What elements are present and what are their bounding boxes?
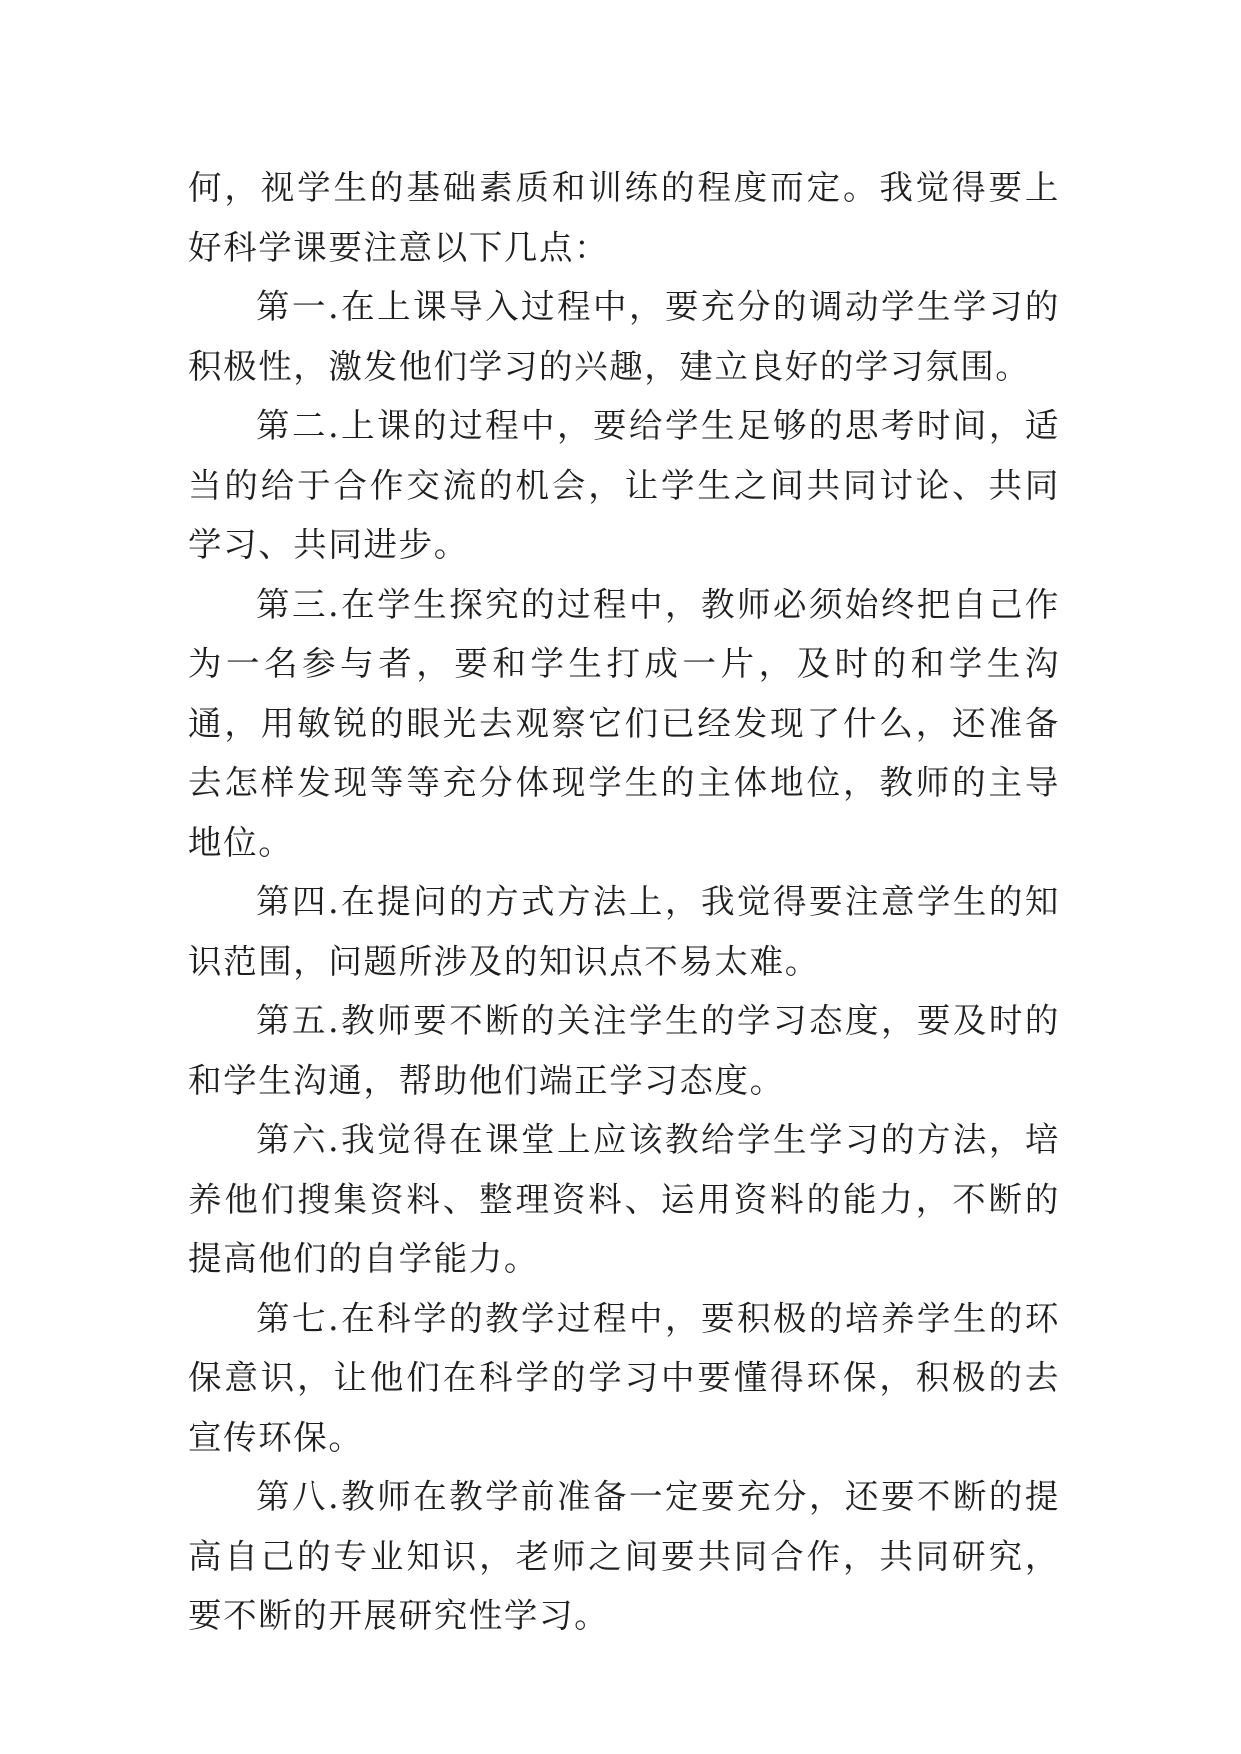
- paragraph-intro: 何，视学生的基础素质和训练的程度而定。我觉得要上好科学课要注意以下几点：: [188, 168, 1060, 267]
- paragraph-point-8: 第八.教师在教学前准备一定要充分，还要不断的提高自己的专业知识，老师之间要共同合作，共同研究，要不断的开展研究性学习。: [188, 1477, 1060, 1635]
- paragraph-point-3: 第三.在学生探究的过程中，教师必须始终把自己作为一名参与者，要和学生打成一片，及时的和学生沟通，用敏锐的眼光去观察它们已经发现了什么，还准备去怎样发现等等充分体现学生的主体地位，教师的主导地位。: [188, 584, 1060, 862]
- paragraph-point-6: 第六.我觉得在课堂上应该教给学生学习的方法，培养他们搜集资料、整理资料、运用资料的能力，不断的提高他们的自学能力。: [188, 1120, 1060, 1278]
- paragraph-point-2: 第二.上课的过程中，要给学生足够的思考时间，适当的给于合作交流的机会，让学生之间共同讨论、共同学习、共同进步。: [188, 406, 1060, 564]
- document-body: [188, 158, 1060, 1646]
- paragraph-point-7: 第七.在科学的教学过程中，要积极的培养学生的环保意识，让他们在科学的学习中要懂得环保，积极的去宣传环保。: [188, 1298, 1060, 1457]
- paragraph-point-5: 第五.教师要不断的关注学生的学习态度，要及时的和学生沟通，帮助他们端正学习态度。: [188, 1001, 1060, 1100]
- paragraph-point-1: 第一.在上课导入过程中，要充分的调动学生学习的积极性，激发他们学习的兴趣，建立良好的学习氛围。: [188, 287, 1060, 386]
- paragraph-point-4: 第四.在提问的方式方法上，我觉得要注意学生的知识范围，问题所涉及的知识点不易太难。: [188, 882, 1060, 981]
